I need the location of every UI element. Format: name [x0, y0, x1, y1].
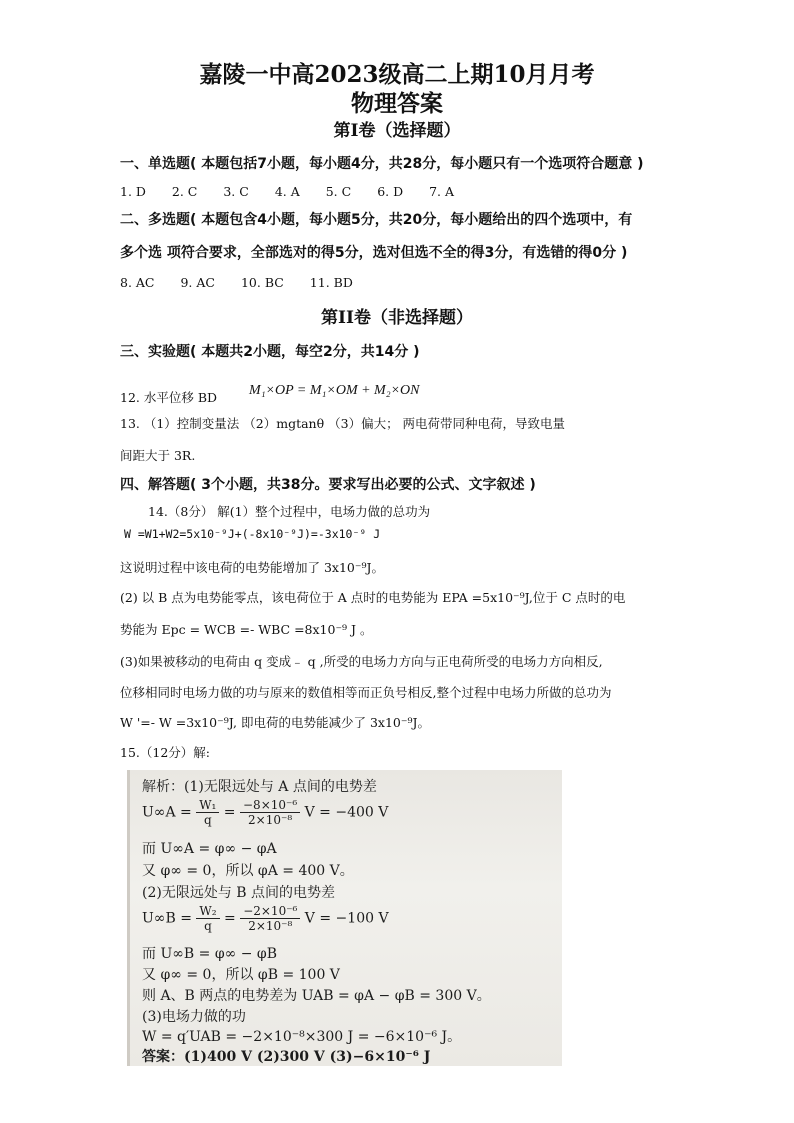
q14-line4: (2) 以 B 点为电势能零点，该电荷位于 A 点时的电势能为 EPA =5x10⁻⁹J,位于 C 点时的电: [120, 590, 626, 605]
photo-line-5: (2)无限远处与 B 点间的电势差: [142, 885, 336, 901]
q12-text: 12. 水平位移 BD: [120, 390, 218, 405]
multi-choice-header-line2: 多个选 项符合要求，全部选对的得5分，选对但选不全的得3分，有选错的得0分 ): [120, 245, 628, 261]
answer-5: 5. C: [325, 184, 352, 199]
answer-4: 4. A: [274, 184, 300, 199]
single-choice-answers: [120, 184, 476, 199]
q14-line6: (3)如果被移动的电荷由 q 变成﹣ q ,所受的电场力方向与正电荷所受的电场力方向相反,: [120, 654, 603, 669]
q14-line2: W =W1+W2=5x10⁻⁹J+(-8x10⁻⁹J)=-3x10⁻⁹ J: [124, 527, 381, 541]
multi-choice-header-line1: 二、多选题( 本题包含4小题，每小题5分，共20分，每小题给出的四个选项中，有: [120, 212, 633, 228]
answer-9: 9. AC: [180, 275, 215, 290]
photo-line-9: 则 A、B 两点的电势差为 UAB = φA − φB = 300 V。: [142, 988, 491, 1004]
q15-line1: 15.（12分）解:: [120, 745, 210, 760]
photo-line-12: 答案：(1)400 V (2)300 V (3)−6×10⁻⁶ J: [142, 1049, 431, 1065]
exam-title: 嘉陵一中高2023级高二上期10月月考: [199, 61, 595, 88]
q14-line5: 势能为 Epc = WCB =- WBC =8x10⁻⁹ J 。: [120, 622, 373, 637]
answer-8: 8. AC: [120, 275, 155, 290]
q14-line8: W '=- W =3x10⁻⁹J, 即电荷的电势能减少了 3x10⁻⁹J。: [120, 715, 430, 730]
q12-formula: M₁×OP = M₁×OM + M₂×ON: [249, 383, 420, 398]
q13-line1: 13. （1）控制变量法 （2）mgtanθ （3）偏大； 两电荷带同种电荷，导致电量: [120, 416, 566, 431]
q15-solution-photo: [127, 770, 562, 1066]
answer-11: 11. BD: [309, 275, 353, 290]
photo-line-2: U∞A = $\frac{\text{W₁}}{q}$ = $\frac{\text{−8×10⁻⁶}}{\text{2×10⁻⁸}}$ V = −400 V: [142, 798, 389, 827]
volume-1-title: 第I卷（选择题）: [333, 121, 461, 141]
photo-line-8: 又 φ∞ = 0，所以 φB = 100 V: [142, 967, 340, 983]
answer-6: 6. D: [377, 184, 404, 199]
photo-line-4: 又 φ∞ = 0，所以 φA = 400 V。: [142, 863, 354, 879]
photo-line-3: 而 U∞A = φ∞ − φA: [142, 841, 277, 857]
photo-line-6: U∞B = $\frac{\text{W₂}}{q}$ = $\frac{\text{−2×10⁻⁶}}{\text{2×10⁻⁸}}$ V = −100 V: [142, 904, 389, 933]
volume-2-title: 第II卷（非选择题）: [321, 308, 473, 328]
multi-choice-answers: [120, 275, 375, 290]
photo-line-1: 解析：(1)无限远处与 A 点间的电势差: [142, 779, 377, 795]
answer-10: 10. BC: [240, 275, 284, 290]
answer-7: 7. A: [429, 184, 455, 199]
photo-line-10: (3)电场力做的功: [142, 1009, 246, 1025]
photo-line-11: W = q′UAB = −2×10⁻⁸×300 J = −6×10⁻⁶ J。: [142, 1029, 462, 1045]
single-choice-header: 一、单选题( 本题包括7小题，每小题4分，共28分，每小题只有一个选项符合题意 ): [120, 156, 644, 172]
experiment-header: 三、实验题( 本题共2小题，每空2分，共14分 ): [120, 344, 420, 360]
answer-3: 3. C: [223, 184, 249, 199]
solution-header: 四、解答题( 3个小题，共38分。要求写出必要的公式、文字叙述 ): [120, 477, 536, 493]
q14-line1: 14.（8分） 解(1）整个过程中，电场力做的总功为: [148, 504, 431, 519]
q14-line3: 这说明过程中该电荷的电势能增加了 3x10⁻⁹J。: [120, 560, 385, 575]
photo-line-7: 而 U∞B = φ∞ − φB: [142, 946, 278, 962]
answer-1: 1. D: [120, 184, 146, 199]
answer-title: 物理答案: [351, 90, 443, 117]
answer-2: 2. C: [171, 184, 198, 199]
q14-line7: 位移相同时电场力做的功与原来的数值相等而正负号相反,整个过程中电场力所做的总功为: [120, 685, 612, 700]
q13-line2: 间距大于 3R.: [120, 448, 196, 463]
q12-answer: [120, 383, 420, 407]
